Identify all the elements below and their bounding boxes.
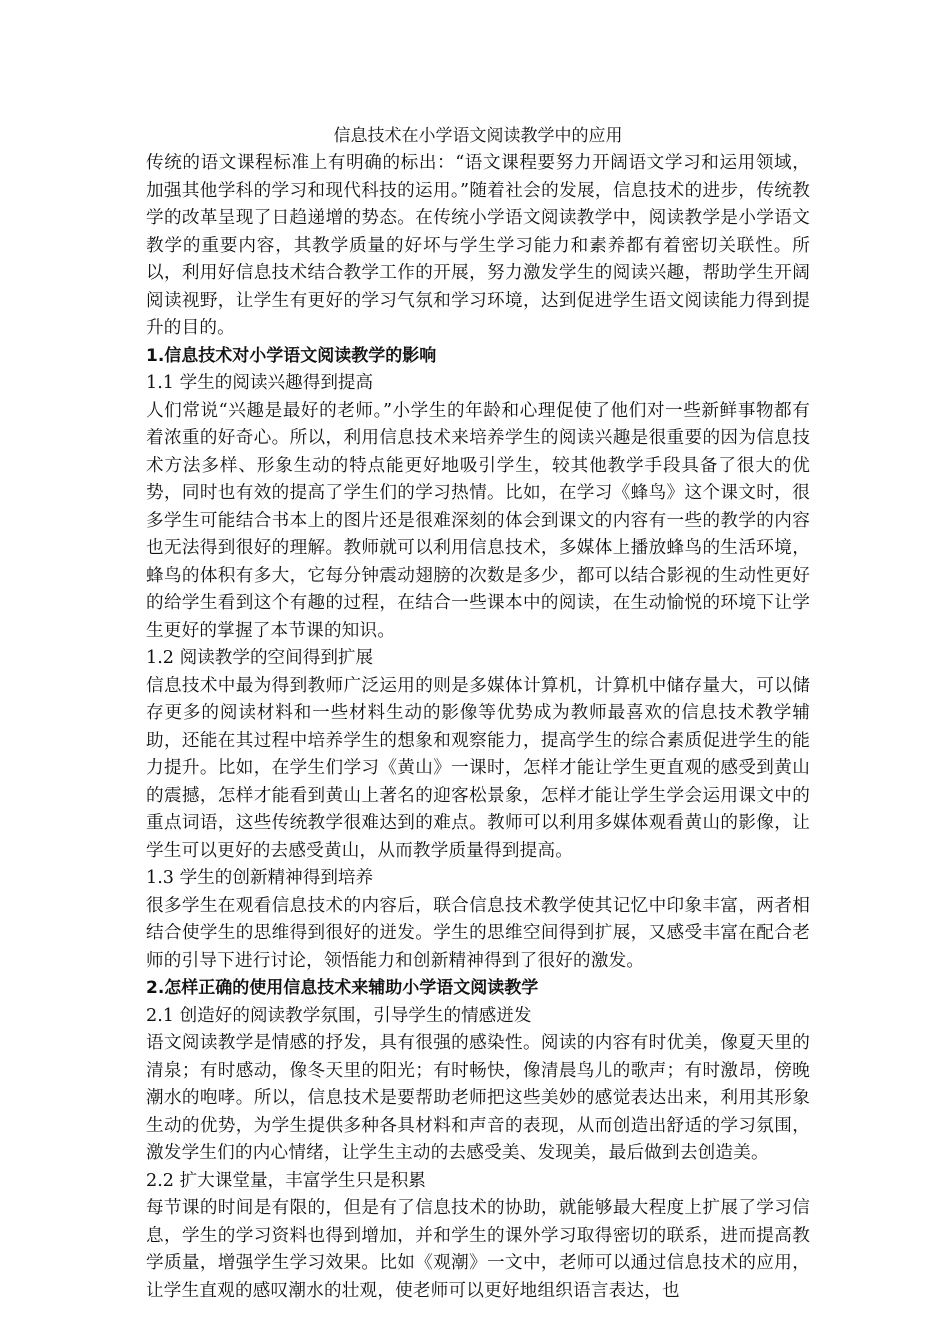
document-page xyxy=(146,122,810,1305)
section-2-heading: 2.怎样正确的使用信息技术来辅助小学语文阅读教学 xyxy=(146,978,539,998)
section-1-1-heading: 1.1 学生的阅读兴趣得到提高 xyxy=(146,373,374,393)
section-1-2-heading: 1.2 阅读教学的空间得到扩展 xyxy=(146,648,374,668)
section-2-1-heading: 2.1 创造好的阅读教学氛围，引导学生的情感迸发 xyxy=(146,1005,532,1026)
section-2-2-heading: 2.2 扩大课堂量，丰富学生只是积累 xyxy=(146,1170,426,1191)
section-2-2-paragraph: 每节课的时间是有限的，但是有了信息技术的协助，就能够最大程度上扩展了学习信息，学生的学习资料也得到增加，并和学生的课外学习取得密切的联系，进而提高教学质量，增强学生学习效果。比如《观潮》一文中，老师可以通过信息技术的应用，让学生直观的感叹潮水的壮观，使老师可以更好地组织语言表达，也 xyxy=(146,1198,810,1301)
section-1-3-heading: 1.3 学生的创新精神得到培养 xyxy=(146,868,374,888)
section-1-heading: 1.信息技术对小学语文阅读教学的影响 xyxy=(146,345,437,366)
section-2-1-paragraph: 语文阅读教学是情感的抒发，具有很强的感染性。阅读的内容有时优美，像夏天里的清泉；有时感动，像冬天里的阳光；有时畅快，像清晨鸟儿的歌声；有时激昂，傍晚潮水的咆哮。所以，信息技术是要帮助老师把这些美妙的感觉表达出来，利用其形象生动的优势，为学生提供多种各具材料和声音的表现，从而创造出舒适的学习氛围，激发学生们的内心情绪，让学生主动的去感受美、发现美，最后做到去创造美。 xyxy=(146,1033,810,1163)
document-title: 信息技术在小学语文阅读教学中的应用 xyxy=(333,126,623,146)
intro-paragraph: 传统的语文课程标准上有明确的标出：“语文课程要努力开阔语文学习和运用领域，加强其他学科的学习和现代科技的运用。”随着社会的发展，信息技术的进步，传统教学的改革呈现了日趋递增的势态。在传统小学语文阅读教学中，阅读教学是小学语文教学的重要内容，其教学质量的好坏与学生学习能力和素养都有着密切关联性。所以，利用好信息技术结合教学工作的开展，努力激发学生的阅读兴趣，帮助学生开阔阅读视野，让学生有更好的学习气氛和学习环境，达到促进学生语文阅读能力得到提升的目的。 xyxy=(146,153,810,338)
section-1-1-paragraph: 人们常说“兴趣是最好的老师。”小学生的年龄和心理促使了他们对一些新鲜事物都有着浓重的好奇心。所以，利用信息技术来培养学生的阅读兴趣是很重要的因为信息技术方法多样、形象生动的特点能更好地吸引学生，较其他教学手段具备了很大的优势，同时也有效的提高了学生们的学习热情。比如，在学习《蜂鸟》这个课文时，很多学生可能结合书本上的图片还是很难深刻的体会到课文的内容有一些的教学的内容也无法得到很好的理解。教师就可以利用信息技术，多媒体上播放蜂鸟的生活环境，蜂鸟的体积有多大，它每分钟震动翅膀的次数是多少，都可以结合影视的生动性更好的给学生看到这个有趣的过程，在结合一些课本中的阅读，在生动愉悦的环境下让学生更好的掌握了本节课的知识。 xyxy=(146,400,810,641)
section-1-2-paragraph: 信息技术中最为得到教师广泛运用的则是多媒体计算机，计算机中储存量大，可以储存更多的阅读材料和一些材料生动的影像等优势成为教师最喜欢的信息技术教学辅助，还能在其过程中培养学生的想象和观察能力，提高学生的综合素质促进学生的能力提升。比如，在学生们学习《黄山》一课时，怎样才能让学生更直观的感受到黄山的震撼，怎样才能看到黄山上著名的迎客松景象，怎样才能让学生学会运用课文中的重点词语，这些传统教学很难达到的难点。教师可以利用多媒体观看黄山的影像，让学生可以更好的去感受黄山，从而教学质量得到提高。 xyxy=(146,675,810,861)
section-1-3-paragraph: 很多学生在观看信息技术的内容后，联合信息技术教学使其记忆中印象丰富，两者相结合使学生的思维得到很好的迸发。学生的思维空间得到扩展，又感受丰富在配合老师的引导下进行讨论，领悟能力和创新精神得到了很好的激发。 xyxy=(146,895,810,971)
